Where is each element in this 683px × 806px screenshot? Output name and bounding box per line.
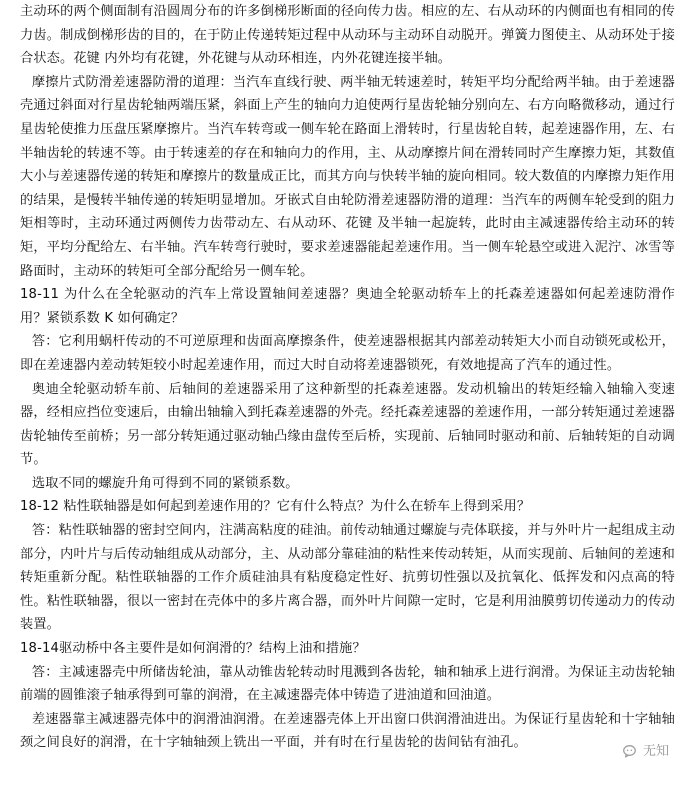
question-18-12: 18-12 粘性联轴器是如何起到差速作用的？它有什么特点？为什么在轿车上得到采用？ bbox=[20, 499, 531, 515]
paragraph-audi-torsen: 奥迪全轮驱动轿车前、后轴间的差速器采用了这种新型的托森差速器。发动机输出的转矩经输入轴输入变速器，经相应挡位变速后，由输出轴输入到托森差速器的外壳。经托森差速器的差速作用，一部分转矩通过差速器齿轮轴传至前桥；另一部分转矩通过驱动轴凸缘由盘传至后桥，实现前、后轴同时驱动和前、后轴转矩的自动调节。 bbox=[20, 381, 675, 468]
watermark-text: 无知 bbox=[642, 744, 669, 760]
answer-18-11: 答：它利用蜗杆传动的不可逆原理和齿面高摩擦条件，使差速器根据其内部差动转矩大小而自动锁死或松开，即在差速器内差动转矩较小时起差速作用，而过大时自动将差速器锁死，有效地提高了汽车的通过性。 bbox=[20, 334, 675, 373]
paragraph-helix-angle: 选取不同的螺旋升角可得到不同的紧锁系数。 bbox=[31, 475, 299, 491]
paragraph-anti-slip-principle: 摩擦片式防滑差速器防滑的道理：当汽车直线行驶、两半轴无转速差时，转矩平均分配给两半轴。由于差速器壳通过斜面对行星齿轮轴两端压紧，斜面上产生的轴向力迫使两行星齿轮轴分别向左、右方向略微移动，通过行星齿轮使推力压盘压紧摩擦片。当汽车转弯或一侧车轮在路面上滑转时，行星齿轮自转，起差速器作用，左、右半轴齿轮的转速不等。由于转速差的存在和轴向力的作用，主、从动摩擦片间在滑转同时产生摩擦力矩，其数值大小与差速器传递的转矩和摩擦片的数量成正比，而其方向与快转半轴的旋向相同。较大数值的内摩擦力矩作用的结果，是慢转半轴传递的转矩明显增加。牙嵌式自由轮防滑差速器防滑的道理：当汽车的两侧车轮受到的阻力矩相等时，主动环通过两侧传力齿带动左、右从动环、花键 及半轴一起旋转，此时由主减速器传给主动环的转矩，平均分配给左、右半轴。汽车转弯行驶时，要求差速器能起差速作用。当一侧车轮悬空或进入泥泞、冰雪等路面时，主动环的转矩可全部分配给另一侧车轮。 bbox=[20, 74, 675, 279]
answer-18-14-main-reducer: 答：主减速器壳中所储齿轮油，靠从动锥齿轮转动时甩溅到各齿轮，轴和轴承上进行润滑。为保证主动齿轮轴前端的圆锥滚子轴承得到可靠的润滑，在主减速器壳体中铸造了进油道和回油道。 bbox=[20, 664, 675, 704]
watermark bbox=[623, 740, 669, 764]
answer-18-12: 答：粘性联轴器的密封空间内，注满高粘度的硅油。前传动轴通过螺旋与壳体联接，并与外叶片一起组成主动部分，内叶片与后传动轴组成从动部分，主、从动部分靠硅油的粘性来传动转矩，从而实现前、后轴间的差速和转矩重新分配。粘性联轴器的工作介质硅油具有粘度稳定性好、抗剪切性强以及抗氧化、低挥发和闪点高的特性。粘性联轴器，很以一密封在壳体中的多片离合器，而外叶片间隙一定时，它是利用油膜剪切传递动力的传动装置。 bbox=[20, 523, 675, 633]
document-body bbox=[20, 0, 675, 755]
answer-18-14-differential: 差速器靠主减速器壳体中的润滑油润滑。在差速器壳体上开出窗口供润滑油进出。为保证行星齿轮和十字轴轴颈之间良好的润滑，在十字轴轴颈上铣出一平面，并有时在行星齿轮的齿间钻有油孔。 bbox=[20, 711, 675, 751]
wechat-bubble-icon bbox=[623, 744, 639, 760]
paragraph-differential-ring-structure: 主动环的两个侧面制有沿圆周分布的许多倒梯形断面的径向传力齿。相应的左、右从动环的内侧面也有相同的传力齿。制成倒梯形齿的目的，在于防止传递转矩过程中从动环与主动环自动脱开。弹簧力图使主、从动环处于接合状态。花键 内外均有花键，外花键与从动环相连，内外花键连接半轴。 bbox=[20, 4, 675, 67]
question-18-11: 18-11 为什么在全轮驱动的汽车上常设置轴间差速器？奥迪全轮驱动轿车上的托森差速器如何起差速防滑作用？紧锁系数 K 如何确定？ bbox=[20, 287, 675, 326]
question-18-14: 18-14驱动桥中各主要件是如何润滑的？结构上油和措施？ bbox=[20, 641, 366, 657]
